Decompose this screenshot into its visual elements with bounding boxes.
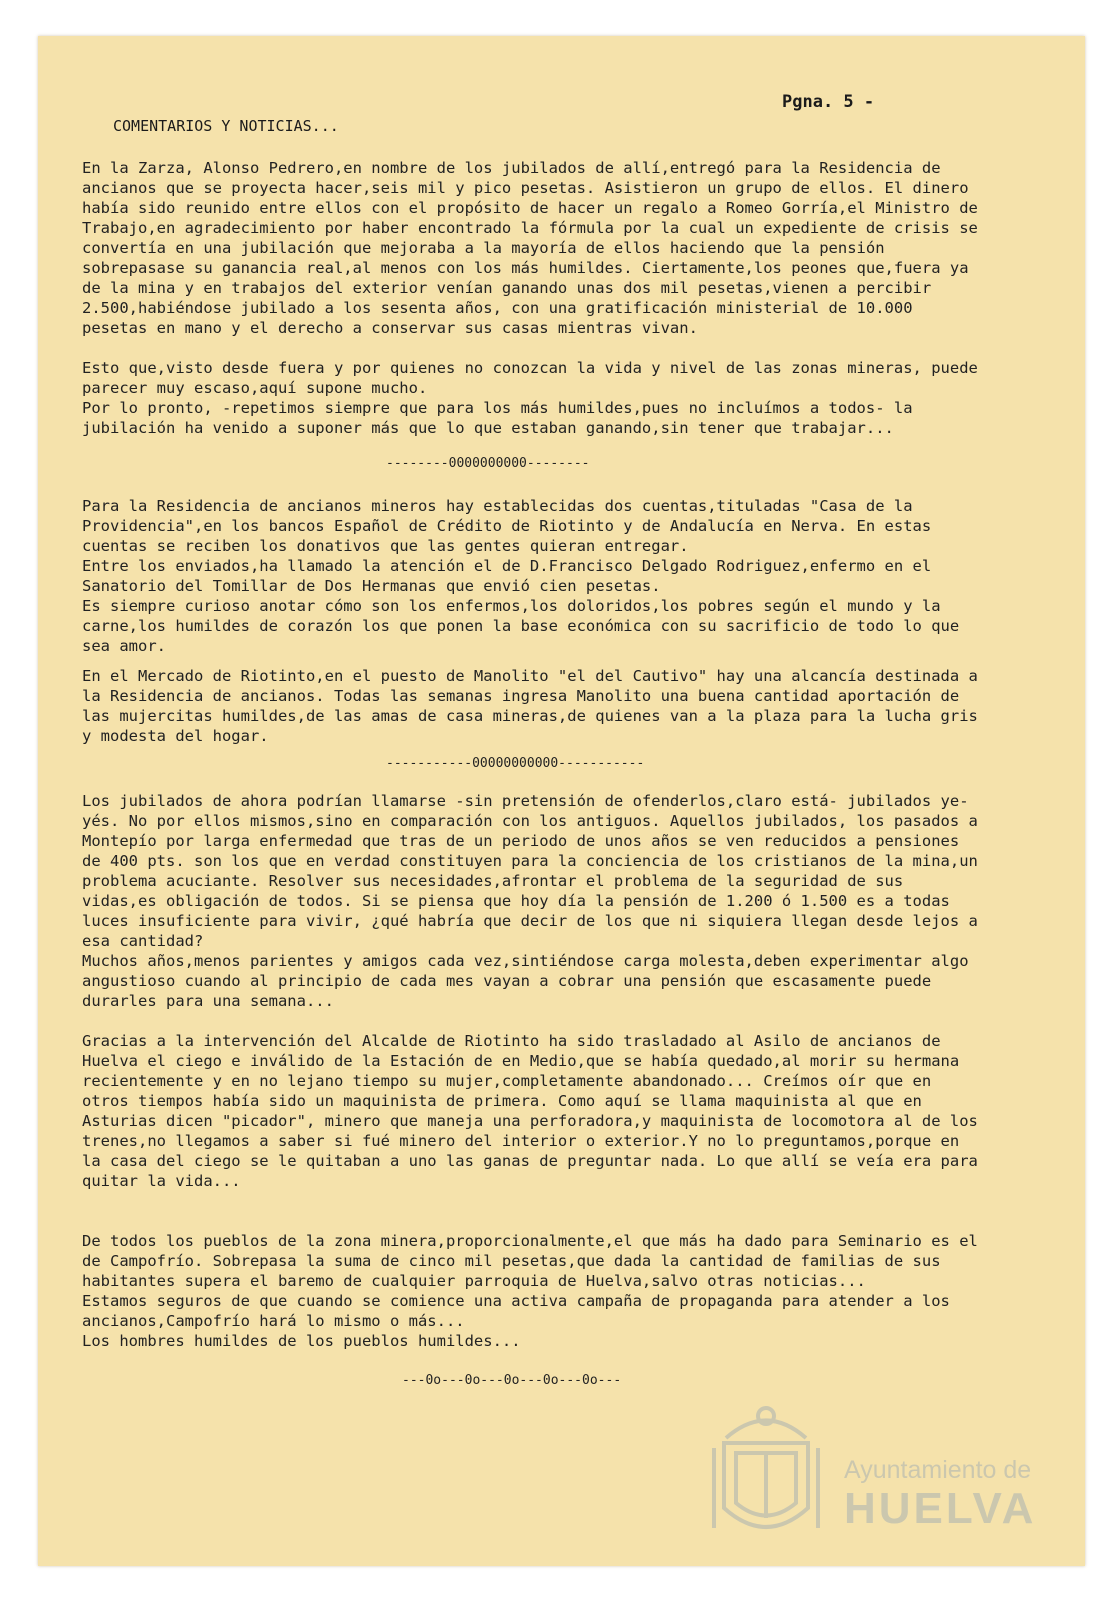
- paragraph-enfermos: Es siempre curioso anotar cómo son los enfermos,los doloridos,los pobres según el mundo y la carne,los humildes de corazón los que ponen la base económica con su sacrificio de todo lo que sea amor.: [82, 597, 960, 655]
- paragraph-campofrio: De todos los pueblos de la zona minera,proporcionalmente,el que más ha dado para Seminario es el de Campofrío. Sobrepasa la suma de cinco mil pesetas,que dada la cantidad de familias de sus habitantes supera el baremo de cualquier parroquia de Huelva,salvo otras noticias...: [82, 1232, 978, 1290]
- watermark-line2: HUELVA: [844, 1484, 1037, 1533]
- section-divider: -----------00000000000-----------: [386, 756, 645, 771]
- paragraph-campana: Estamos seguros de que cuando se comience una activa campaña de propaganda para atender a los ancianos,Campofrío hará lo mismo o más...: [82, 1292, 950, 1330]
- section-title: COMENTARIOS Y NOTICIAS...: [113, 117, 339, 135]
- huelva-coat-of-arms-icon: [706, 1398, 826, 1548]
- paragraph-mercado-riotinto: En el Mercado de Riotinto,en el puesto de Manolito "el del Cautivo" hay una alcancía destinada a la Residencia de ancianos. Todas las semanas ingresa Manolito una buena cantidad aportación de las mujercitas humildes,de las amas de casa mineras,de quienes van a la plaza para la lucha gris y modesta del hogar.: [82, 667, 978, 745]
- watermark-line1: Ayuntamiento de: [844, 1456, 1032, 1484]
- paragraph-jubilacion: Por lo pronto, -repetimos siempre que para los más humildes,pues no incluímos a todos- la jubilación ha venido a suponer más que lo que estaban ganando,sin tener que trabajar...: [82, 399, 913, 437]
- paragraph-hombres-humildes: Los hombres humildes de los pueblos humildes...: [82, 1332, 521, 1350]
- paragraph-alcalde-riotinto: Gracias a la intervención del Alcalde de Riotinto ha sido trasladado al Asilo de ancianos de Huelva el ciego e inválido de la Estación de en Medio,que se había quedado,al morir su hermana recientemente y en no lejano tiempo su mujer,completamente abandonado... Creímos oír que en otros tiempos había sido un maquinista de primera. Como aquí se llama maquinista al que en Asturias dicen "picador", minero que maneja una perforadora,y maquinista de locomotora al de los trenes,no llegamos a saber si fué minero del interior o exterior.Y no lo preguntamos,porque en la casa del ciego se le quitaban a uno las ganas de preguntar nada. Lo que allí se veía era para quitar la vida...: [82, 1032, 978, 1190]
- paragraph-francisco-delgado: Entre los enviados,ha llamado la atención el de D.Francisco Delgado Rodriguez,enfermo en el Sanatorio del Tomillar de Dos Hermanas que envió cien pesetas.: [82, 557, 932, 595]
- page-number: Pgna. 5 -: [782, 92, 875, 112]
- section-divider: --------0000000000--------: [386, 456, 590, 471]
- watermark: [706, 1398, 1046, 1548]
- paragraph-jubilados-ye-yes: Los jubilados de ahora podrían llamarse -sin pretensión de ofenderlos,claro está- jubilados ye-yés. No por ellos mismos,sino en comparación con los antiguos. Aquellos jubilados, los pasados a Montepío por larga enfermedad que tras de un periodo de unos años se ven reducidos a pensiones de 400 pts. son los que en verdad constituyen para la conciencia de los cristianos de la mina,un problema acuciante. Resolver sus necesidades,afrontar el problema de la seguridad de sus vidas,es obligación de todos. Si se piensa que hoy día la pensión de 1.200 ó 1.500 es a todas luces insuficiente para vivir, ¿qué habría que decir de los que ni siquiera llegan desde lejos a esa cantidad?: [82, 792, 978, 950]
- end-divider: ---0o---0o---0o---0o---0o---: [402, 1373, 622, 1388]
- paragraph-la-zarza: En la Zarza, Alonso Pedrero,en nombre de los jubilados de allí,entregó para la Residencia de ancianos que se proyecta hacer,seis mil y pico pesetas. Asistieron un grupo de ellos. El dinero había sido reunido entre ellos con el propósito de hacer un regalo a Romeo Gorría,el Ministro de Trabajo,en agradecimiento por haber encontrado la fórmula por la cual un expediente de crisis se convertía en una jubilación que mejoraba a la mayoría de ellos haciendo que la pensión sobrepasase su ganancia real,al menos con los más humildes. Ciertamente,los peones que,fuera ya de la mina y en trabajos del exterior venían ganando unas dos mil pesetas,vienen a percibir 2.500,habiéndose jubilado a los sesenta años, con una gratificación ministerial de 10.000 pesetas en mano y el derecho a conservar sus casas mientras vivan.: [82, 159, 978, 337]
- paragraph-residencia-cuentas: Para la Residencia de ancianos mineros hay establecidas dos cuentas,tituladas "Casa de la Providencia",en los bancos Español de Crédito de Riotinto y de Andalucía en Nerva. En estas cuentas se reciben los donativos que las gentes quieran entregar.: [82, 497, 932, 555]
- paragraph-zonas-mineras: Esto que,visto desde fuera y por quienes no conozcan la vida y nivel de las zonas mineras, puede parecer muy escaso,aquí supone mucho.: [82, 359, 978, 397]
- paragraph-muchos-anos: Muchos años,menos parientes y amigos cada vez,sintiéndose carga molesta,deben experimentar algo angustioso cuando al principio de cada mes vayan a cobrar una pensión que escasamente puede durarles para una semana...: [82, 952, 969, 1010]
